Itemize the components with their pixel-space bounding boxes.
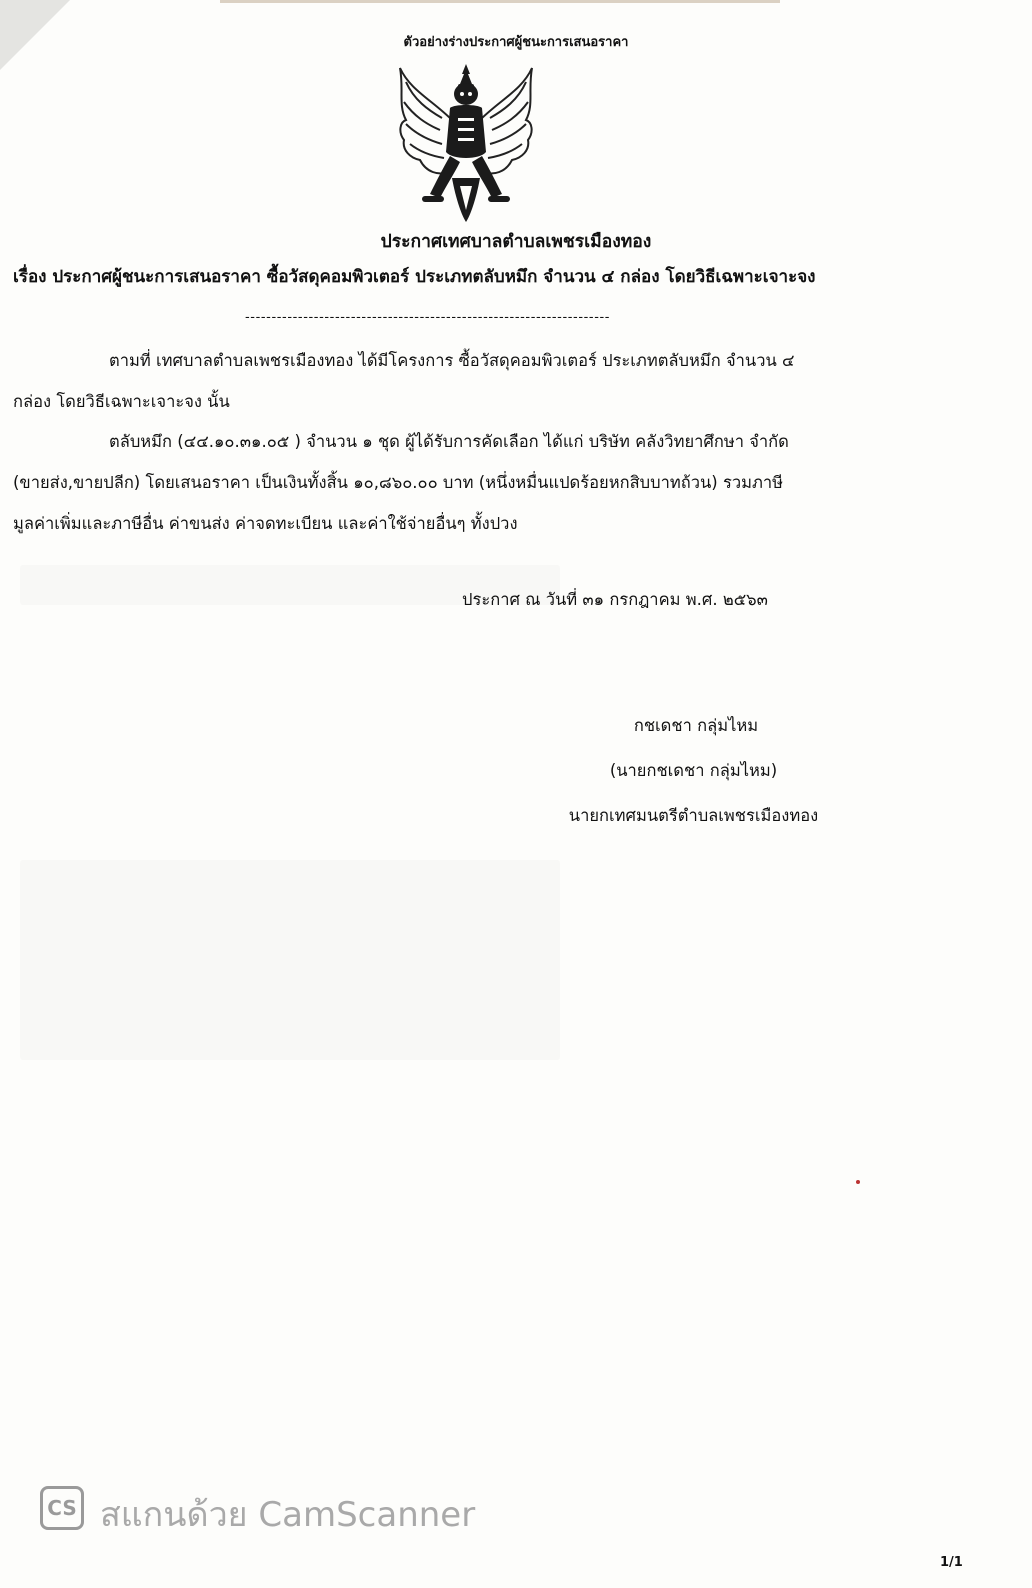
draft-label: ตัวอย่างร่างประกาศผู้ชนะการเสนอราคา: [403, 35, 629, 50]
page-number: 1/1: [940, 1555, 963, 1570]
paragraph-2-line-2: (ขายส่ง,ขายปลีก) โดยเสนอราคา เป็นเงินทั้งสิ้น ๑๐,๘๖๐.๐๐ บาท (หนึ่งหมื่นแปดร้อยหกสิบบาทถ้วน) รวมภาษี: [13, 473, 783, 492]
paragraph-1-line-1: ตามที่ เทศบาลตำบลเพชรเมืองทอง ได้มีโครงการ ซื้อวัสดุคอมพิวเตอร์ ประเภทตลับหมึก จำนวน ๔: [109, 351, 795, 370]
announcement-subject: เรื่อง ประกาศผู้ชนะการเสนอราคา ซื้อวัสดุคอมพิวเตอร์ ประเภทตลับหมึก จำนวน ๔ กล่อง โดยวิธีเฉพาะเจาะจง: [13, 267, 816, 287]
paragraph-1-line-2: กล่อง โดยวิธีเฉพาะเจาะจง นั้น: [13, 392, 230, 411]
separator-line: ---------------------------------------------------------------------: [245, 310, 611, 325]
paragraph-2-line-1: ตลับหมึก (๔๔.๑๐.๓๑.๐๕ ) จำนวน ๑ ชุด ผู้ได้รับการคัดเลือก ได้แก่ บริษัท คลังวิทยาศึกษา จำกัด: [109, 432, 789, 451]
signatory-printed-name: (นายกชเดชา กลุ่มไหม): [609, 761, 778, 780]
ink-speck: [856, 1180, 860, 1184]
camscanner-watermark: สแกนด้วย CamScanner: [100, 1495, 476, 1535]
signature-name: กชเดชา กลุ่มไหม: [633, 716, 759, 735]
show-through-mark: [20, 860, 560, 1060]
page-top-edge: [220, 0, 780, 3]
signatory-position: นายกเทศมนตรีตำบลเพชรเมืองทอง: [568, 806, 819, 825]
paragraph-2-line-3: มูลค่าเพิ่มและภาษีอื่น ค่าขนส่ง ค่าจดทะเบียน และค่าใช้จ่ายอื่นๆ ทั้งปวง: [13, 514, 518, 533]
camscanner-logo-icon: CS: [40, 1486, 84, 1530]
org-title: ประกาศเทศบาลตำบลเพชรเมืองทอง: [380, 232, 652, 252]
garuda-emblem-icon: [392, 60, 540, 225]
announcement-date: ประกาศ ณ วันที่ ๓๑ กรกฎาคม พ.ศ. ๒๕๖๓: [462, 590, 768, 609]
